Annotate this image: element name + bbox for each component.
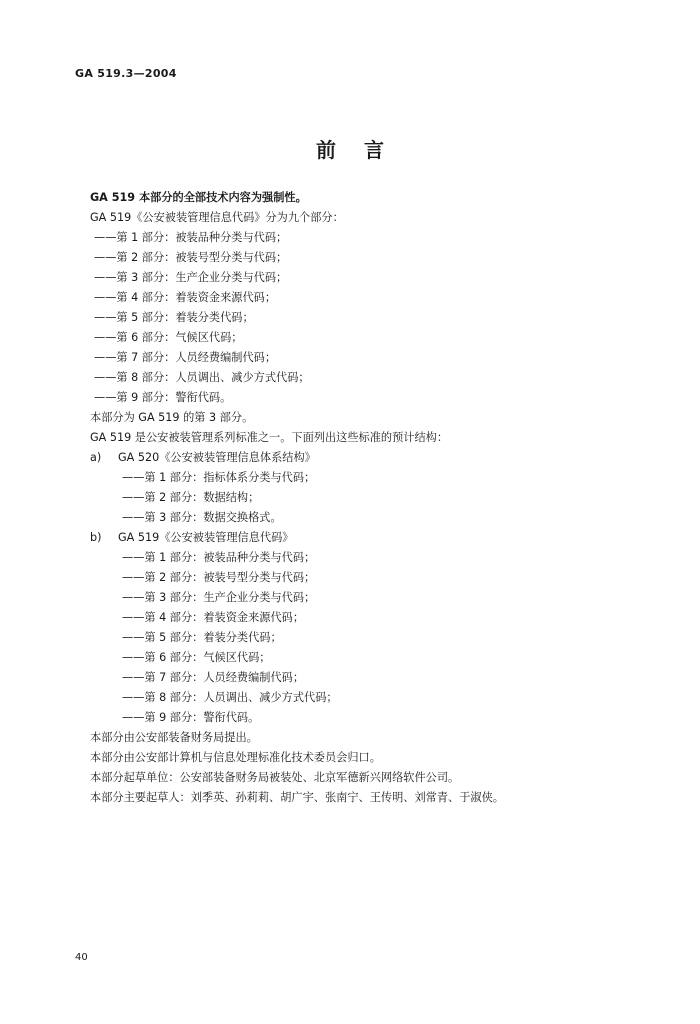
list-item: ——第 6 部分：气候区代码；: [122, 651, 271, 664]
list-item: ——第 8 部分：人员调出、减少方式代码；: [122, 691, 338, 704]
paragraph: 本部分由公安部计算机与信息处理标准化技术委员会归口。: [90, 751, 381, 764]
page-title: 前言: [316, 138, 412, 162]
list-item: ——第 7 部分：人员经费编制代码；: [94, 351, 277, 364]
list-label: b): [90, 531, 102, 544]
list-item: ——第 3 部分：数据交换格式。: [122, 511, 282, 524]
list-item: ——第 1 部分：被装品种分类与代码；: [122, 551, 316, 564]
list-item: ——第 9 部分：警衔代码。: [122, 711, 260, 724]
list-item: ——第 3 部分：生产企业分类与代码；: [122, 591, 316, 604]
page-number: 40: [75, 952, 88, 963]
list-item: ——第 7 部分：人员经费编制代码；: [122, 671, 305, 684]
paragraph: 本部分起草单位：公安部装备财务局被装处、北京军德新兴网络软件公司。: [90, 771, 460, 784]
paragraph: GA 519 是公安被装管理系列标准之一。下面列出这些标准的预计结构：: [90, 431, 449, 444]
paragraph: 本部分为 GA 519 的第 3 部分。: [90, 411, 254, 424]
paragraph: 本部分由公安部装备财务局提出。: [90, 731, 258, 744]
list-item-a: [90, 448, 650, 468]
list-item: ——第 5 部分：着装分类代码；: [122, 631, 282, 644]
list-item: ——第 5 部分：着装分类代码；: [94, 311, 254, 324]
paragraph: 本部分主要起草人：刘季英、孙莉莉、胡广宇、张南宁、王传明、刘常青、于淑侠。: [90, 791, 504, 804]
paragraph: GA 519《公安被装管理信息代码》分为九个部分：: [90, 211, 344, 224]
list-item: ——第 3 部分：生产企业分类与代码；: [94, 271, 288, 284]
list-item: ——第 6 部分：气候区代码；: [94, 331, 243, 344]
list-item: ——第 8 部分：人员调出、减少方式代码；: [94, 371, 310, 384]
document-body: [90, 188, 650, 808]
list-item: ——第 1 部分：被装品种分类与代码；: [94, 231, 288, 244]
list-label: a): [90, 451, 102, 464]
list-item: ——第 2 部分：被装号型分类与代码；: [94, 251, 288, 264]
list-item: ——第 1 部分：指标体系分类与代码；: [122, 471, 316, 484]
list-item-b: [90, 528, 650, 548]
list-text: GA 520《公安被装管理信息体系结构》: [118, 451, 316, 464]
list-item: ——第 4 部分：着装资金来源代码；: [122, 611, 305, 624]
standard-code: GA 519.3—2004: [75, 67, 177, 80]
list-item: ——第 4 部分：着装资金来源代码；: [94, 291, 277, 304]
list-item: ——第 9 部分：警衔代码。: [94, 391, 232, 404]
list-text: GA 519《公安被装管理信息代码》: [118, 531, 294, 544]
list-item: ——第 2 部分：数据结构；: [122, 491, 260, 504]
paragraph: GA 519 本部分的全部技术内容为强制性。: [90, 191, 307, 204]
list-item: ——第 2 部分：被装号型分类与代码；: [122, 571, 316, 584]
